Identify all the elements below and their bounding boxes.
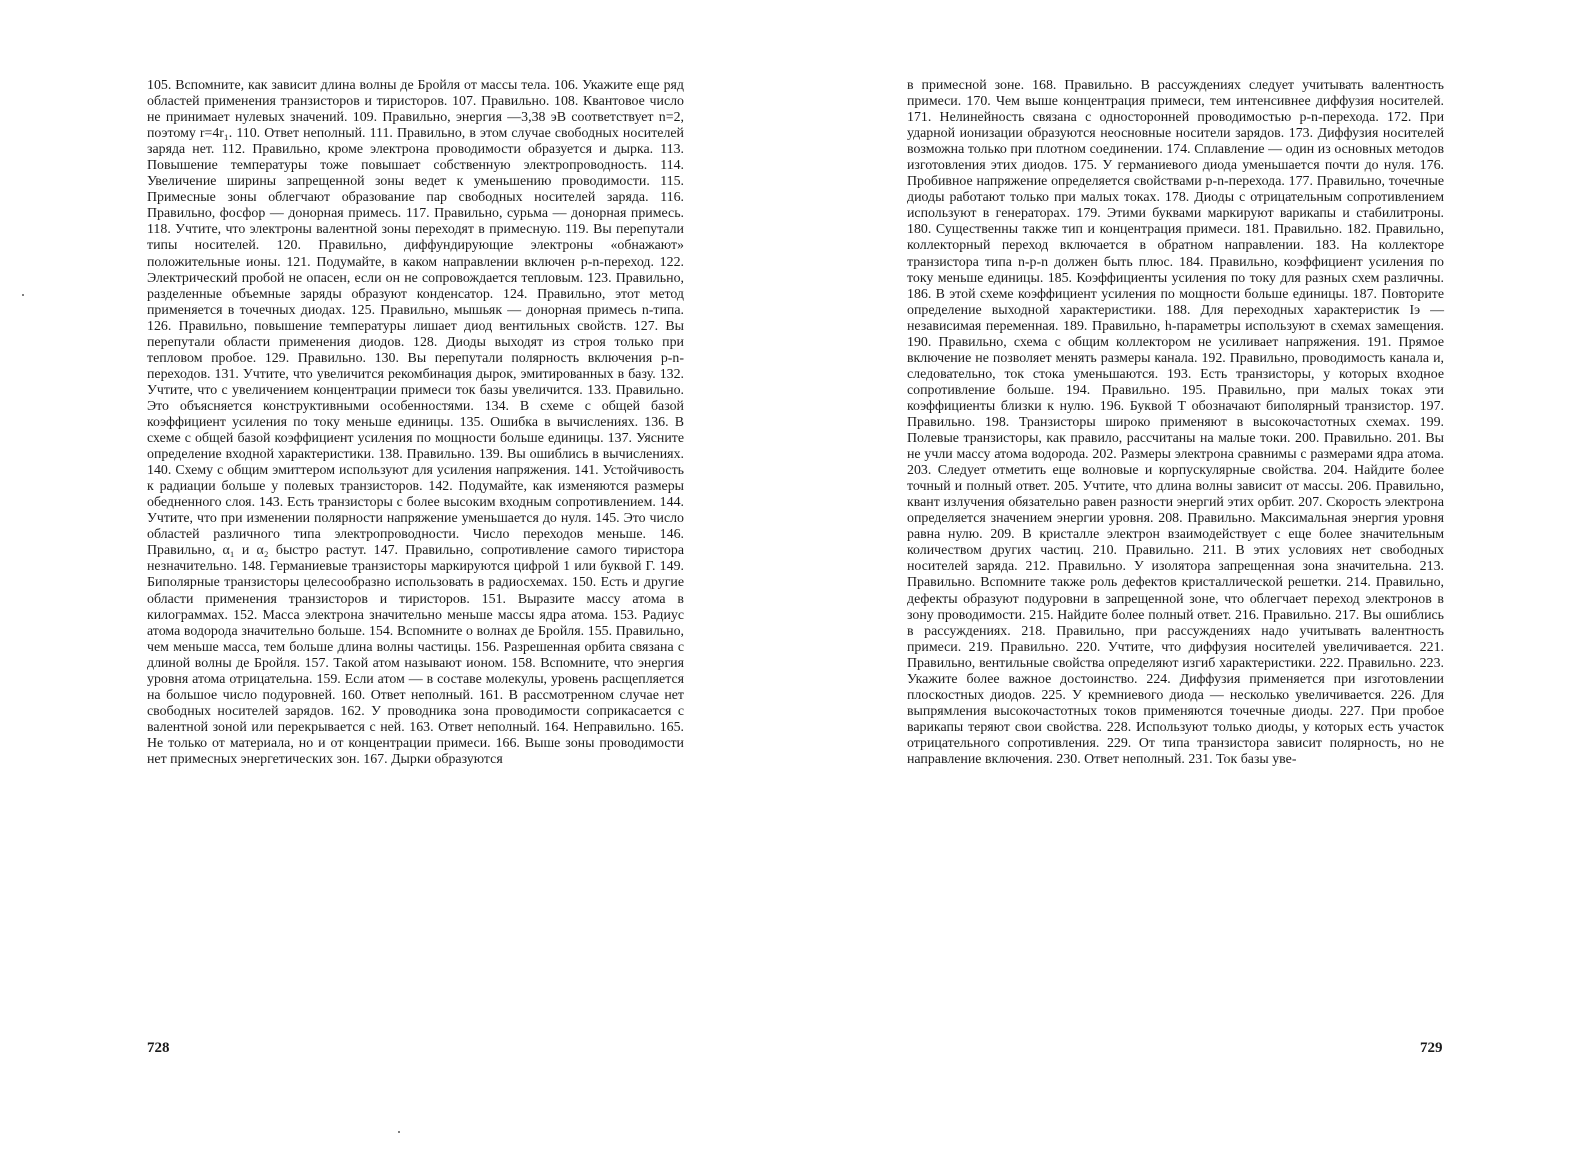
right-page-answers-text: в примесной зоне. 168. Правильно. В рассуждениях следует учитывать валентность примеси. 170. Чем выше концентрация примеси, тем интенсивнее диффузия носителей. 171. Нелинейность связана с односторонней проводимостью p-n-перехода. 172. При ударной ионизации образуются неосновные носители зарядов. 173. Диффузия носителей возможна только при плотном соединении. 174. Сплавление — один из основных методов изготовления этих диодов. 175. У германиевого диода уменьшается почти до нуля. 176. Пробивное напряжение определяется свойствами p-n-перехода. 177. Правильно, точечные диоды работают только при малых токах. 178. Диоды с отрицательным сопротивлением используют в генераторах. 179. Этими буквами маркируют варикапы и стабилитроны. 180. Существенны также тип и концентрация примеси. 181. Правильно. 182. Правильно, коллекторный переход включается в обратном направлении. 183. На коллекторе транзистора типа n-p-n должен быть плюс. 184. Правильно, коэффициент усиления по току меньше единицы. 185. Коэффициенты усиления по току для разных схем различны. 186. В этой схеме коэффициент усиления по мощности больше единицы. 187. Повторите определение выходной характеристики. 188. Для переходных характеристик Iэ — независимая переменная. 189. Правильно, h-параметры используют в схемах замещения. 190. Правильно, схема с общим коллектором не усиливает напряжения. 191. Прямое включение не позволяет менять размеры канала. 192. Правильно, проводимость канала и, следовательно, ток стока уменьшаются. 193. Есть транзисторы, у которых входное сопротивление больше. 194. Правильно. 195. Правильно, при малых токах эти коэффициенты близки к нулю. 196. Буквой Т обозначают биполярный транзистор. 197. Правильно. 198. Транзисторы широко применяют в высокочастотных схемах. 199. Полевые транзисторы, как правило, рассчитаны на малые токи. 200. Правильно. 201. Вы не учли массу атома водорода. 202. Размеры электрона сравнимы с размерами ядра атома. 203. Следует отметить еще волновые и корпускулярные свойства. 204. Найдите более точный и полный ответ. 205. Учтите, что длина волны зависит от массы. 206. Правильно, квант излучения обязательно равен разности энергий этих орбит. 207. Скорость электрона определяется значением энергии уровня. 208. Правильно. Максимальная энергия уровня равна нулю. 209. В кристалле электрон взаимодействует с еще более значительным количеством других частиц. 210. Правильно. 211. В этих условиях нет свободных носителей заряда. 212. Правильно. У изолятора запрещенная зона значительна. 213. Правильно. Вспомните также роль дефектов кристаллической решетки. 214. Правильно, дефекты образуют подуровни в запрещенной зоне, что облегчает переход электронов в зону проводимости. 215. Найдите более полный ответ. 216. Правильно. 217. Вы ошиблись в рассуждениях. 218. Правильно, при рассуждениях надо учитывать валентность примеси. 219. Правильно. 220. Учтите, что диффузия носителей увеличивается. 221. Правильно, вентильные свойства определяют изгиб характеристики. 222. Правильно. 223. Укажите более важное достоинство. 224. Диффузия применяется при изготовлении плоскостных диодов. 225. У кремниевого диода — несколько увеличивается. 226. Для выпрямления высокочастотных токов применяются точечные диоды. 227. При пробое варикапы теряют свои свойства. 228. Используют только диоды, у которых есть участок отрицательного сопротивления. 229. От типа транзистора зависит полярность, но не направление включения. 230. Ответ неполный. 231. Ток базы уве- bbox=[907, 78, 1444, 767]
left-page-number: 728 bbox=[147, 1040, 170, 1056]
scan-speck bbox=[398, 1131, 400, 1133]
right-page-text-column bbox=[907, 78, 1444, 768]
scan-speck bbox=[22, 294, 24, 296]
left-page-answers-text: 105. Вспомните, как зависит длина волны де Бройля от массы тела. 106. Укажите еще ряд областей применения транзисторов и тиристоров. 107. Правильно. 108. Квантовое число не принимает нулевых значений. 109. Правильно, энергия —3,38 эВ соответствует n=2, поэтому r=4r₁. 110. Ответ неполный. 111. Правильно, в этом случае свободных носителей заряда нет. 112. Правильно, кроме электрона проводимости образуется и дырка. 113. Повышение температуры тоже повышает собственную электропроводность. 114. Увеличение ширины запрещенной зоны ведет к уменьшению проводимости. 115. Примесные зоны облегчают образование пар свободных носителей заряда. 116. Правильно, фосфор — донорная примесь. 117. Правильно, сурьма — донорная примесь. 118. Учтите, что электроны валентной зоны переходят в примесную. 119. Вы перепутали типы носителей. 120. Правильно, диффундирующие электроны «обнажают» положительные ионы. 121. Подумайте, в каком направлении включен p-n-переход. 122. Электрический пробой не опасен, если он не сопровождается тепловым. 123. Правильно, разделенные объемные заряды образуют конденсатор. 124. Правильно, этот метод применяется в точечных диодах. 125. Правильно, мышьяк — донорная примесь n-типа. 126. Правильно, повышение температуры лишает диод вентильных свойств. 127. Вы перепутали области применения диодов. 128. Диоды выходят из строя только при тепловом пробое. 129. Правильно. 130. Вы перепутали полярность включения p-n-переходов. 131. Учтите, что увеличится рекомбинация дырок, эмитированных в базу. 132. Учтите, что с увеличением концентрации примеси ток базы увеличится. 133. Правильно. Это объясняется конструктивными особенностями. 134. В схеме с общей базой коэффициент усиления по току меньше единицы. 135. Ошибка в вычислениях. 136. В схеме с общей базой коэффициент усиления по мощности больше единицы. 137. Уясните определение входной характеристики. 138. Правильно. 139. Вы ошиблись в вычислениях. 140. Схему с общим эмиттером используют для усиления напряжения. 141. Устойчивость к радиации больше у полевых транзисторов. 142. Подумайте, как изменяются размеры обедненного слоя. 143. Есть транзисторы с более высоким входным сопротивлением. 144. Учтите, что при изменении полярности напряжение уменьшается до нуля. 145. Это число областей различного типа электропроводности. Число переходов меньше. 146. Правильно, α₁ и α₂ быстро растут. 147. Правильно, сопротивление самого тиристора незначительно. 148. Германиевые транзисторы маркируются цифрой 1 или буквой Г. 149. Биполярные транзисторы целесообразно использовать в радиосхемах. 150. Есть и другие области применения транзисторов и тиристоров. 151. Выразите массу атома в килограммах. 152. Масса электрона значительно меньше массы ядра атома. 153. Радиус атома водорода значительно больше. 154. Вспомните о волнах де Бройля. 155. Правильно, чем меньше масса, тем больше длина волны частицы. 156. Разрешенная орбита связана с длиной волны де Бройля. 157. Такой атом называют ионом. 158. Вспомните, что энергия уровня атома отрицательна. 159. Если атом — в составе молекулы, уровень расщепляется на большое число подуровней. 160. Ответ неполный. 161. В рассмотренном случае нет свободных носителей зарядов. 162. У проводника зона проводимости соприкасается с валентной зоной или перекрывается с ней. 163. Ответ неполный. 164. Неправильно. 165. Не только от материала, но и от концентрации примеси. 166. Выше зоны проводимости нет примесных энергетических зон. 167. Дырки образуются bbox=[147, 78, 684, 767]
right-page-number: 729 bbox=[1420, 1040, 1443, 1056]
left-page-text-column bbox=[147, 78, 684, 768]
